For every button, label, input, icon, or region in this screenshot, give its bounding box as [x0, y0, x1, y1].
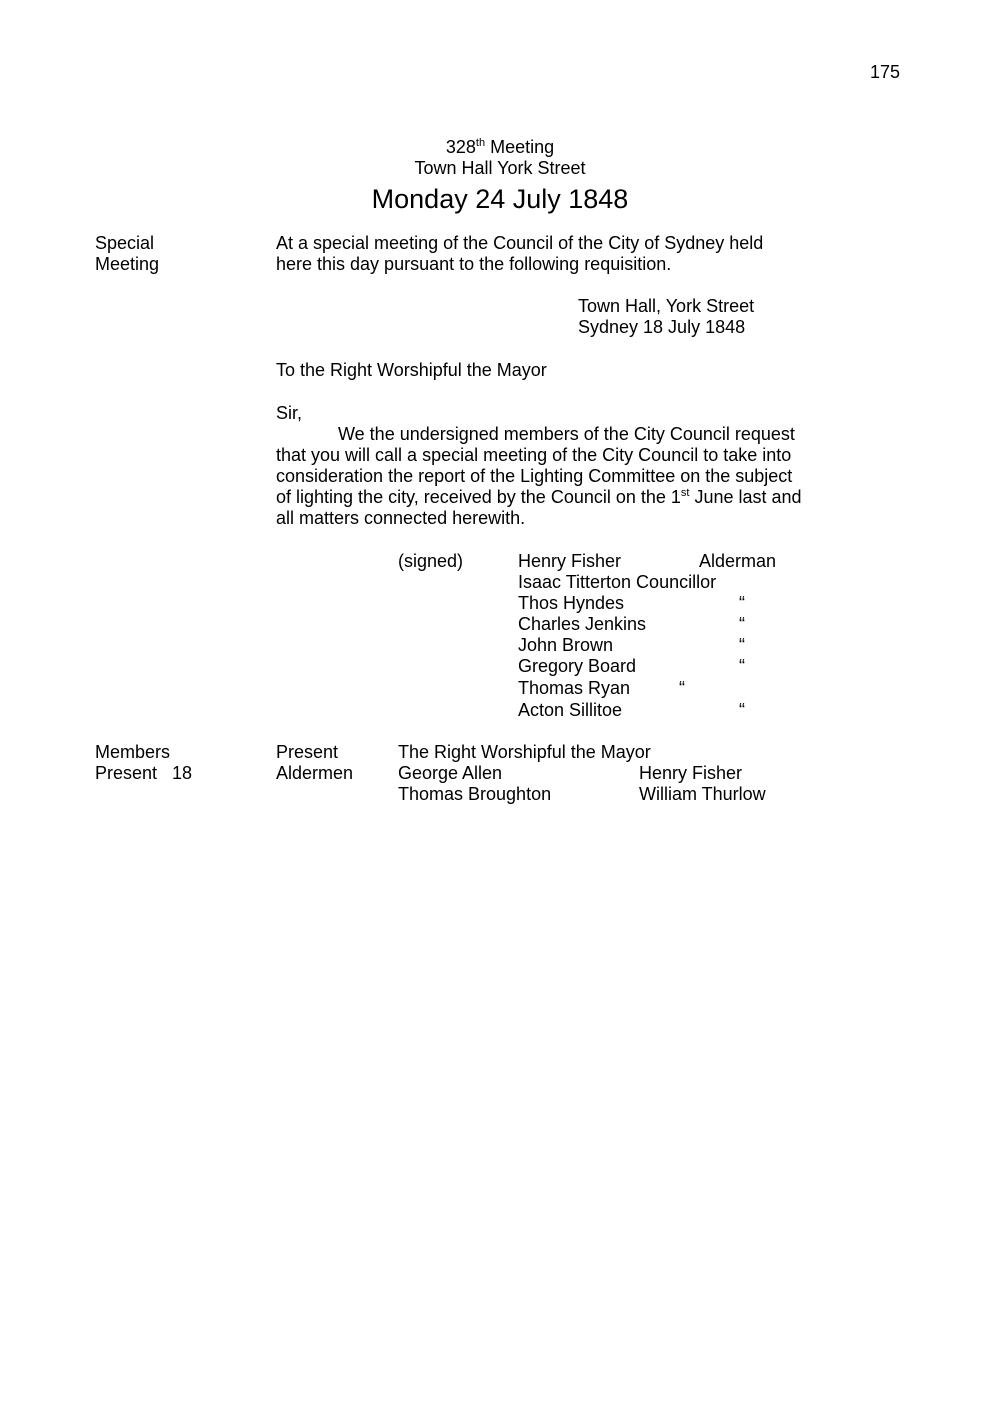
letter-body-line-4 [276, 487, 802, 508]
signer-name: Acton Sillitoe [518, 700, 623, 720]
letter-body-line-4-text: of lighting the city, received by the Council on the 1 [276, 487, 681, 507]
ditto-mark: “ [679, 678, 685, 698]
signer-name: Gregory Board [518, 656, 637, 676]
signed-label: (signed) [398, 551, 464, 571]
meeting-heading [0, 137, 1000, 215]
letter-body-line-2: that you will call a special meeting of the City Council to take into [276, 445, 792, 465]
alderman-name: William Thurlow [639, 784, 766, 804]
letter-body-line-5: all matters connected herewith. [276, 508, 526, 528]
margin-note-members: Members [95, 742, 171, 762]
meeting-number-line [0, 137, 1000, 158]
alderman-name: Henry Fisher [639, 763, 743, 783]
signer-name: Thomas Ryan [518, 678, 631, 698]
letter-body-line-4-rest: June last and [689, 487, 802, 507]
alderman-name: George Allen [398, 763, 503, 783]
ditto-mark: “ [739, 700, 745, 720]
meeting-number-suffix: th [475, 137, 486, 149]
margin-note-special: Special [95, 233, 155, 253]
signer-name: Charles Jenkins [518, 614, 647, 634]
letter-address-line-1: Town Hall, York Street [578, 296, 755, 316]
present-value: The Right Worshipful the Mayor [398, 742, 651, 762]
letter-address-line-2: Sydney 18 July 1848 [578, 317, 746, 337]
intro-line-2: here this day pursuant to the following requisition. [276, 254, 672, 274]
intro-line-1: At a special meeting of the Council of the City of Sydney held [276, 233, 764, 253]
ditto-mark: “ [739, 656, 745, 676]
meeting-venue: Town Hall York Street [414, 158, 586, 178]
letter-salutation: Sir, [276, 403, 303, 423]
letter-body-line-3: consideration the report of the Lighting Committee on the subject [276, 466, 793, 486]
ditto-mark: “ [739, 635, 745, 655]
page-number: 175 [870, 62, 901, 82]
margin-note-members-present: Present 18 [95, 763, 193, 783]
letter-recipient: To the Right Worshipful the Mayor [276, 360, 547, 380]
alderman-name: Thomas Broughton [398, 784, 552, 804]
meeting-word: Meeting [490, 137, 555, 157]
signer-title: Alderman [699, 551, 777, 571]
present-label: Present [276, 742, 339, 762]
ditto-mark: “ [739, 614, 745, 634]
margin-note-meeting: Meeting [95, 254, 160, 274]
signer-name: Isaac Titterton Councillor [518, 572, 717, 592]
aldermen-label: Aldermen [276, 763, 354, 783]
ordinal-suffix: st [680, 487, 690, 499]
letter-body-line-1: We the undersigned members of the City Council request [338, 424, 795, 444]
meeting-date: Monday 24 July 1848 [371, 184, 629, 214]
signer-name: Thos Hyndes [518, 593, 625, 613]
signer-name: Henry Fisher [518, 551, 622, 571]
signer-name: John Brown [518, 635, 614, 655]
ditto-mark: “ [739, 593, 745, 613]
meeting-number: 328 [445, 137, 476, 157]
